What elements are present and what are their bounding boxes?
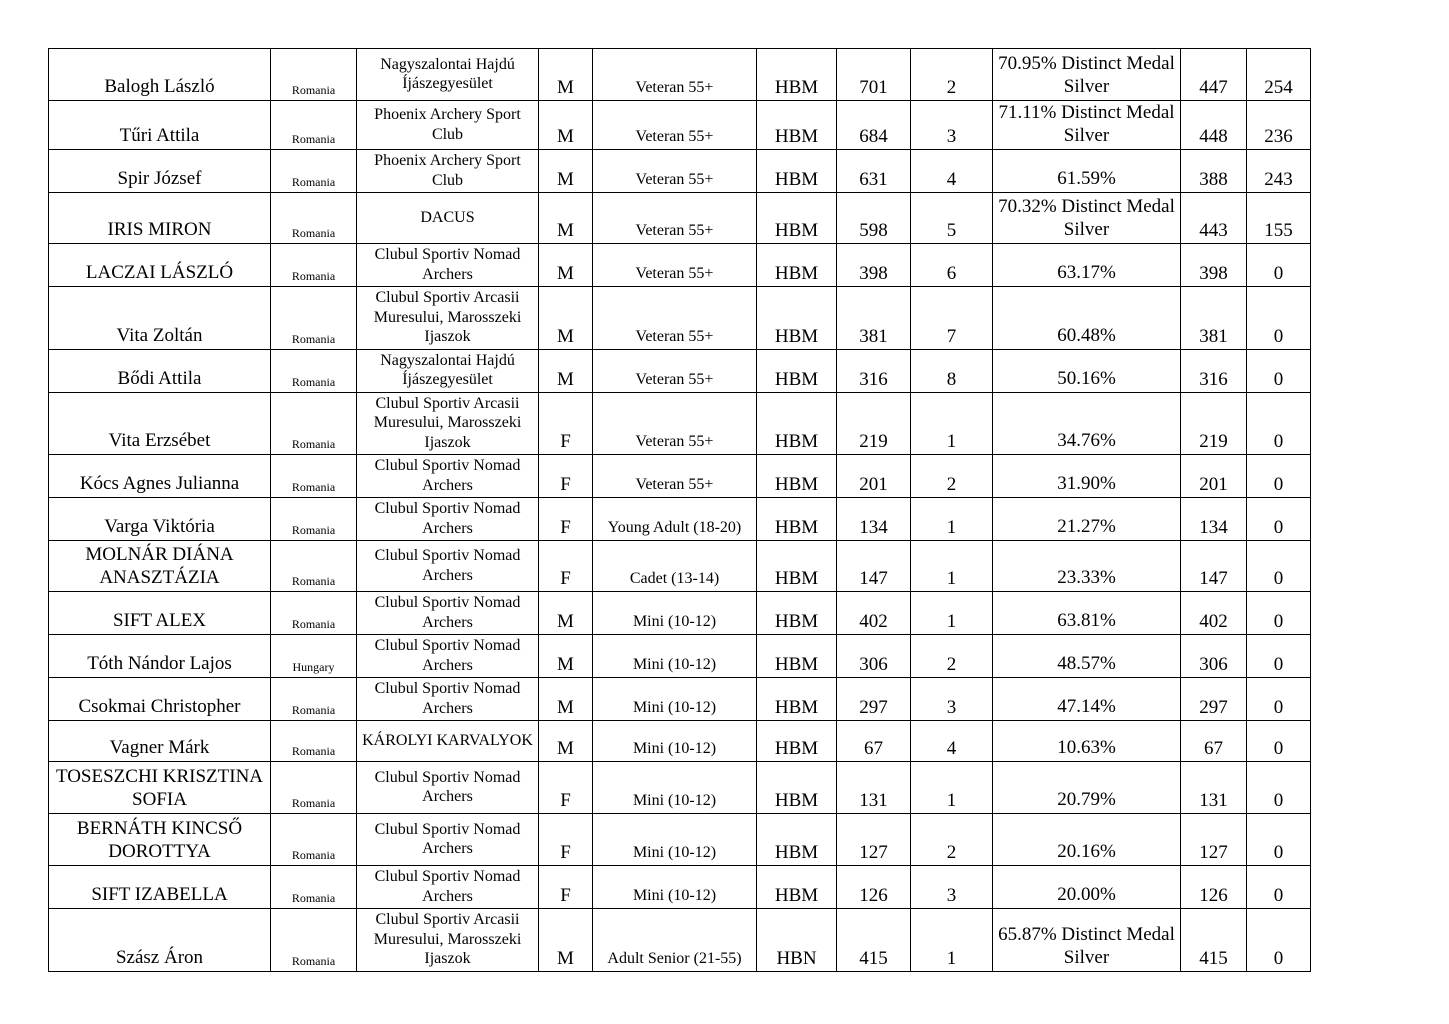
- cell-country: Romania: [271, 721, 357, 762]
- cell-country: Romania: [271, 101, 357, 150]
- cell-score: 297: [837, 678, 911, 721]
- cell-country: Romania: [271, 287, 357, 350]
- cell-points-a: 306: [1181, 635, 1247, 678]
- cell-points-a: 415: [1181, 909, 1247, 972]
- results-table: [48, 48, 1311, 972]
- cell-points-a: 398: [1181, 244, 1247, 287]
- cell-category: Veteran 55+: [593, 349, 757, 392]
- cell-category: Mini (10-12): [593, 635, 757, 678]
- cell-score: 147: [837, 541, 911, 592]
- cell-points-b: 236: [1247, 101, 1311, 150]
- cell-points-b: 0: [1247, 678, 1311, 721]
- cell-country: Romania: [271, 392, 357, 455]
- cell-place: 5: [911, 193, 993, 244]
- cell-score: 134: [837, 498, 911, 541]
- table-row: [49, 498, 1311, 541]
- cell-points-b: 0: [1247, 287, 1311, 350]
- cell-country: Romania: [271, 592, 357, 635]
- cell-points-b: 0: [1247, 392, 1311, 455]
- cell-country: Romania: [271, 150, 357, 193]
- cell-gender: M: [539, 909, 593, 972]
- cell-club: Clubul Sportiv Arcasii Muresului, Marosszeki Ijaszok: [357, 287, 539, 350]
- cell-category: Veteran 55+: [593, 49, 757, 101]
- cell-points-b: 0: [1247, 762, 1311, 814]
- cell-category: Veteran 55+: [593, 392, 757, 455]
- table-row: [49, 49, 1311, 101]
- cell-place: 2: [911, 814, 993, 866]
- table-row: [49, 455, 1311, 498]
- cell-place: 1: [911, 392, 993, 455]
- cell-percent: 63.17%: [993, 244, 1181, 287]
- cell-points-b: 0: [1247, 541, 1311, 592]
- cell-country: Romania: [271, 349, 357, 392]
- cell-percent: 50.16%: [993, 349, 1181, 392]
- results-body: [49, 49, 1311, 972]
- cell-score: 316: [837, 349, 911, 392]
- cell-points-a: 381: [1181, 287, 1247, 350]
- cell-category: Mini (10-12): [593, 866, 757, 909]
- table-row: [49, 678, 1311, 721]
- cell-score: 131: [837, 762, 911, 814]
- cell-club: Clubul Sportiv Nomad Archers: [357, 592, 539, 635]
- cell-points-a: 147: [1181, 541, 1247, 592]
- cell-percent: 70.95% Distinct Medal Silver: [993, 49, 1181, 101]
- cell-place: 3: [911, 678, 993, 721]
- cell-club: Clubul Sportiv Arcasii Muresului, Marosszeki Ijaszok: [357, 392, 539, 455]
- cell-gender: F: [539, 866, 593, 909]
- cell-percent: 34.76%: [993, 392, 1181, 455]
- cell-points-b: 0: [1247, 909, 1311, 972]
- table-row: [49, 721, 1311, 762]
- cell-score: 402: [837, 592, 911, 635]
- table-row: [49, 592, 1311, 635]
- cell-place: 3: [911, 101, 993, 150]
- cell-place: 2: [911, 49, 993, 101]
- cell-place: 1: [911, 909, 993, 972]
- cell-percent: 31.90%: [993, 455, 1181, 498]
- table-row: [49, 150, 1311, 193]
- cell-percent: 10.63%: [993, 721, 1181, 762]
- cell-name: SIFT ALEX: [49, 592, 271, 635]
- cell-country: Romania: [271, 814, 357, 866]
- cell-points-b: 0: [1247, 866, 1311, 909]
- cell-division: HBM: [757, 392, 837, 455]
- cell-club: Clubul Sportiv Nomad Archers: [357, 866, 539, 909]
- cell-name: Vagner Márk: [49, 721, 271, 762]
- cell-points-b: 0: [1247, 244, 1311, 287]
- cell-country: Romania: [271, 49, 357, 101]
- cell-name: Bődi Attila: [49, 349, 271, 392]
- table-row: [49, 814, 1311, 866]
- cell-score: 306: [837, 635, 911, 678]
- cell-category: Mini (10-12): [593, 814, 757, 866]
- cell-gender: F: [539, 498, 593, 541]
- cell-gender: M: [539, 150, 593, 193]
- cell-percent: 61.59%: [993, 150, 1181, 193]
- cell-club: Clubul Sportiv Nomad Archers: [357, 635, 539, 678]
- cell-gender: M: [539, 287, 593, 350]
- cell-points-b: 0: [1247, 635, 1311, 678]
- cell-country: Romania: [271, 193, 357, 244]
- cell-division: HBM: [757, 349, 837, 392]
- cell-division: HBM: [757, 150, 837, 193]
- cell-place: 8: [911, 349, 993, 392]
- cell-name: Vita Erzsébet: [49, 392, 271, 455]
- cell-percent: 23.33%: [993, 541, 1181, 592]
- cell-division: HBM: [757, 814, 837, 866]
- table-row: [49, 635, 1311, 678]
- cell-gender: F: [539, 762, 593, 814]
- cell-name: Kócs Agnes Julianna: [49, 455, 271, 498]
- cell-name: BERNÁTH KINCSŐ DOROTTYA: [49, 814, 271, 866]
- cell-points-b: 155: [1247, 193, 1311, 244]
- cell-points-b: 254: [1247, 49, 1311, 101]
- cell-category: Adult Senior (21-55): [593, 909, 757, 972]
- cell-score: 598: [837, 193, 911, 244]
- cell-points-b: 0: [1247, 721, 1311, 762]
- cell-place: 1: [911, 541, 993, 592]
- cell-name: Vita Zoltán: [49, 287, 271, 350]
- cell-division: HBM: [757, 721, 837, 762]
- cell-percent: 70.32% Distinct Medal Silver: [993, 193, 1181, 244]
- cell-points-b: 243: [1247, 150, 1311, 193]
- cell-country: Romania: [271, 455, 357, 498]
- cell-division: HBM: [757, 193, 837, 244]
- cell-country: Romania: [271, 909, 357, 972]
- cell-club: Nagyszalontai Hajdú Íjászegyesület: [357, 49, 539, 101]
- cell-percent: 48.57%: [993, 635, 1181, 678]
- cell-gender: M: [539, 49, 593, 101]
- cell-score: 398: [837, 244, 911, 287]
- cell-division: HBM: [757, 866, 837, 909]
- cell-percent: 20.00%: [993, 866, 1181, 909]
- cell-category: Veteran 55+: [593, 101, 757, 150]
- cell-points-b: 0: [1247, 814, 1311, 866]
- cell-gender: M: [539, 244, 593, 287]
- cell-gender: F: [539, 541, 593, 592]
- cell-place: 7: [911, 287, 993, 350]
- table-row: [49, 866, 1311, 909]
- table-row: [49, 244, 1311, 287]
- cell-name: SIFT IZABELLA: [49, 866, 271, 909]
- cell-country: Romania: [271, 498, 357, 541]
- cell-gender: M: [539, 193, 593, 244]
- cell-score: 381: [837, 287, 911, 350]
- cell-name: Tóth Nándor Lajos: [49, 635, 271, 678]
- cell-points-b: 0: [1247, 498, 1311, 541]
- cell-name: TOSESZCHI KRISZTINA SOFIA: [49, 762, 271, 814]
- cell-country: Romania: [271, 762, 357, 814]
- cell-points-a: 131: [1181, 762, 1247, 814]
- cell-category: Cadet (13-14): [593, 541, 757, 592]
- cell-name: Balogh László: [49, 49, 271, 101]
- cell-category: Mini (10-12): [593, 592, 757, 635]
- cell-percent: 65.87% Distinct Medal Silver: [993, 909, 1181, 972]
- cell-points-a: 134: [1181, 498, 1247, 541]
- cell-points-a: 67: [1181, 721, 1247, 762]
- cell-category: Veteran 55+: [593, 244, 757, 287]
- table-row: [49, 762, 1311, 814]
- cell-club: DACUS: [357, 193, 539, 244]
- cell-club: Clubul Sportiv Nomad Archers: [357, 541, 539, 592]
- cell-points-a: 316: [1181, 349, 1247, 392]
- cell-place: 1: [911, 592, 993, 635]
- cell-place: 1: [911, 498, 993, 541]
- cell-place: 6: [911, 244, 993, 287]
- cell-club: Phoenix Archery Sport Club: [357, 101, 539, 150]
- cell-points-b: 0: [1247, 349, 1311, 392]
- cell-gender: M: [539, 592, 593, 635]
- cell-division: HBN: [757, 909, 837, 972]
- cell-points-a: 297: [1181, 678, 1247, 721]
- cell-division: HBM: [757, 635, 837, 678]
- cell-score: 126: [837, 866, 911, 909]
- cell-place: 2: [911, 455, 993, 498]
- cell-country: Romania: [271, 541, 357, 592]
- table-row: [49, 909, 1311, 972]
- cell-points-b: 0: [1247, 592, 1311, 635]
- cell-score: 219: [837, 392, 911, 455]
- cell-division: HBM: [757, 455, 837, 498]
- cell-division: HBM: [757, 678, 837, 721]
- cell-division: HBM: [757, 287, 837, 350]
- cell-division: HBM: [757, 762, 837, 814]
- cell-country: Romania: [271, 244, 357, 287]
- cell-score: 701: [837, 49, 911, 101]
- cell-name: LACZAI LÁSZLÓ: [49, 244, 271, 287]
- cell-club: Clubul Sportiv Nomad Archers: [357, 814, 539, 866]
- cell-category: Veteran 55+: [593, 455, 757, 498]
- cell-name: Szász Áron: [49, 909, 271, 972]
- cell-gender: M: [539, 101, 593, 150]
- cell-percent: 60.48%: [993, 287, 1181, 350]
- cell-club: Clubul Sportiv Nomad Archers: [357, 678, 539, 721]
- cell-score: 415: [837, 909, 911, 972]
- cell-percent: 21.27%: [993, 498, 1181, 541]
- cell-points-a: 402: [1181, 592, 1247, 635]
- cell-name: MOLNÁR DIÁNA ANASZTÁZIA: [49, 541, 271, 592]
- cell-place: 4: [911, 150, 993, 193]
- cell-points-a: 126: [1181, 866, 1247, 909]
- cell-gender: M: [539, 721, 593, 762]
- cell-category: Veteran 55+: [593, 287, 757, 350]
- cell-category: Young Adult (18-20): [593, 498, 757, 541]
- cell-club: Clubul Sportiv Nomad Archers: [357, 244, 539, 287]
- cell-gender: M: [539, 349, 593, 392]
- cell-division: HBM: [757, 592, 837, 635]
- cell-division: HBM: [757, 498, 837, 541]
- cell-division: HBM: [757, 49, 837, 101]
- cell-category: Veteran 55+: [593, 193, 757, 244]
- cell-points-a: 443: [1181, 193, 1247, 244]
- cell-place: 4: [911, 721, 993, 762]
- cell-country: Romania: [271, 678, 357, 721]
- cell-score: 127: [837, 814, 911, 866]
- table-row: [49, 101, 1311, 150]
- cell-percent: 47.14%: [993, 678, 1181, 721]
- table-row: [49, 287, 1311, 350]
- cell-gender: M: [539, 635, 593, 678]
- table-row: [49, 392, 1311, 455]
- cell-name: Tűri Attila: [49, 101, 271, 150]
- cell-place: 3: [911, 866, 993, 909]
- cell-percent: 20.79%: [993, 762, 1181, 814]
- cell-name: IRIS MIRON: [49, 193, 271, 244]
- cell-score: 684: [837, 101, 911, 150]
- table-row: [49, 541, 1311, 592]
- cell-points-a: 127: [1181, 814, 1247, 866]
- cell-division: HBM: [757, 541, 837, 592]
- cell-percent: 71.11% Distinct Medal Silver: [993, 101, 1181, 150]
- cell-place: 1: [911, 762, 993, 814]
- cell-percent: 63.81%: [993, 592, 1181, 635]
- table-row: [49, 193, 1311, 244]
- cell-club: Phoenix Archery Sport Club: [357, 150, 539, 193]
- cell-division: HBM: [757, 244, 837, 287]
- table-row: [49, 349, 1311, 392]
- cell-score: 67: [837, 721, 911, 762]
- cell-percent: 20.16%: [993, 814, 1181, 866]
- cell-gender: M: [539, 678, 593, 721]
- cell-points-a: 447: [1181, 49, 1247, 101]
- cell-points-a: 388: [1181, 150, 1247, 193]
- cell-club: Clubul Sportiv Nomad Archers: [357, 455, 539, 498]
- cell-place: 2: [911, 635, 993, 678]
- cell-category: Mini (10-12): [593, 678, 757, 721]
- cell-name: Varga Viktória: [49, 498, 271, 541]
- cell-name: Csokmai Christopher: [49, 678, 271, 721]
- cell-gender: F: [539, 455, 593, 498]
- cell-club: Clubul Sportiv Nomad Archers: [357, 498, 539, 541]
- cell-club: KÁROLYI KARVALYOK: [357, 721, 539, 762]
- cell-category: Veteran 55+: [593, 150, 757, 193]
- cell-points-a: 448: [1181, 101, 1247, 150]
- cell-name: Spir József: [49, 150, 271, 193]
- cell-club: Clubul Sportiv Nomad Archers: [357, 762, 539, 814]
- cell-score: 631: [837, 150, 911, 193]
- cell-points-a: 201: [1181, 455, 1247, 498]
- cell-country: Hungary: [271, 635, 357, 678]
- cell-gender: F: [539, 392, 593, 455]
- cell-country: Romania: [271, 866, 357, 909]
- cell-club: Clubul Sportiv Arcasii Muresului, Marosszeki Ijaszok: [357, 909, 539, 972]
- cell-category: Mini (10-12): [593, 762, 757, 814]
- cell-score: 201: [837, 455, 911, 498]
- cell-category: Mini (10-12): [593, 721, 757, 762]
- cell-points-b: 0: [1247, 455, 1311, 498]
- cell-club: Nagyszalontai Hajdú Íjászegyesület: [357, 349, 539, 392]
- cell-gender: F: [539, 814, 593, 866]
- cell-division: HBM: [757, 101, 837, 150]
- cell-points-a: 219: [1181, 392, 1247, 455]
